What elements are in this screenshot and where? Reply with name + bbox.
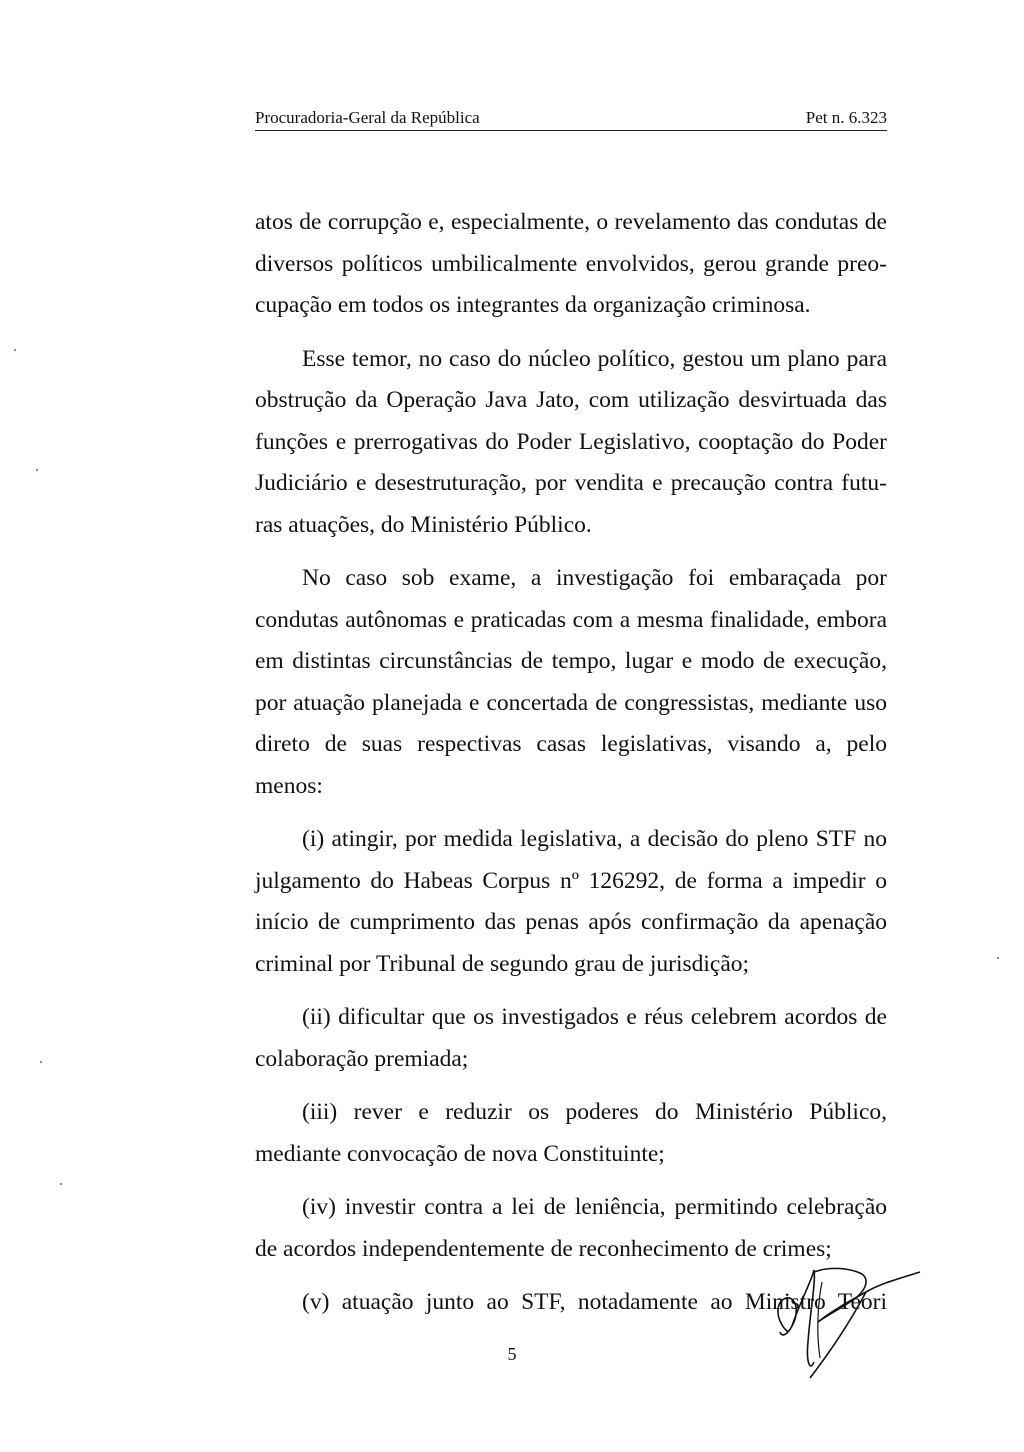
scan-artifact <box>60 1183 62 1185</box>
paragraph-1: atos de corrupção e, especialmente, o revelamento das condutas de diversos políticos umbilicalmente envolvidos, gerou grande preocupação em todos os integrantes da organização criminosa. <box>255 209 887 318</box>
list-item-iv: (iv) investir contra a lei de leniência, permitindo celebração de acordos independentemente de reconhecimento de crimes; <box>255 1194 887 1262</box>
list-item-v: (v) atuação junto ao STF, notadamente ao Ministro Teori <box>302 1289 887 1315</box>
scan-artifact <box>14 349 16 351</box>
header-case-number: Pet n. 6.323 <box>805 108 887 127</box>
page-header <box>255 108 887 131</box>
body-text <box>255 202 887 1336</box>
scan-artifact <box>40 1061 42 1063</box>
scan-artifact <box>36 469 38 471</box>
paragraph-3: No caso sob exame, a investigação foi embaraçada por condutas autônomas e praticadas com a mesma finalidade, embora em distintas circunstâncias de tempo, lugar e modo de execução, por atuação planejada e concertada de congressistas, mediante uso direto de suas respectivas casas legislativas, visando a, pelo menos: <box>255 565 887 799</box>
paragraph-2: Esse temor, no caso do núcleo político, gestou um plano para obstrução da Operação Java Jato, com utilização desvirtuada das funções e prerrogativas do Poder Legislativo, cooptação do Poder Judiciário e desestruturação, por vendita e precaução contra futuras atuações, do Ministério Público. <box>255 345 887 538</box>
list-item-iii: (iii) rever e reduzir os poderes do Ministério Público, mediante convocação de nova Constituinte; <box>255 1099 887 1167</box>
scan-artifact <box>997 957 999 959</box>
header-institution: Procuradoria-Geral da República <box>255 108 480 127</box>
list-item-i: (i) atingir, por medida legislativa, a decisão do pleno STF no julgamento do Habeas Corpus nº 126292, de forma a impedir o início de cumprimento das penas após confirmação da apenação criminal por Tribunal de segundo grau de jurisdição; <box>255 826 887 977</box>
handwritten-signature-icon <box>770 1262 930 1382</box>
list-item-ii: (ii) dificultar que os investigados e réus celebrem acordos de colaboração premiada; <box>255 1004 887 1072</box>
page-number: 5 <box>507 1344 517 1364</box>
